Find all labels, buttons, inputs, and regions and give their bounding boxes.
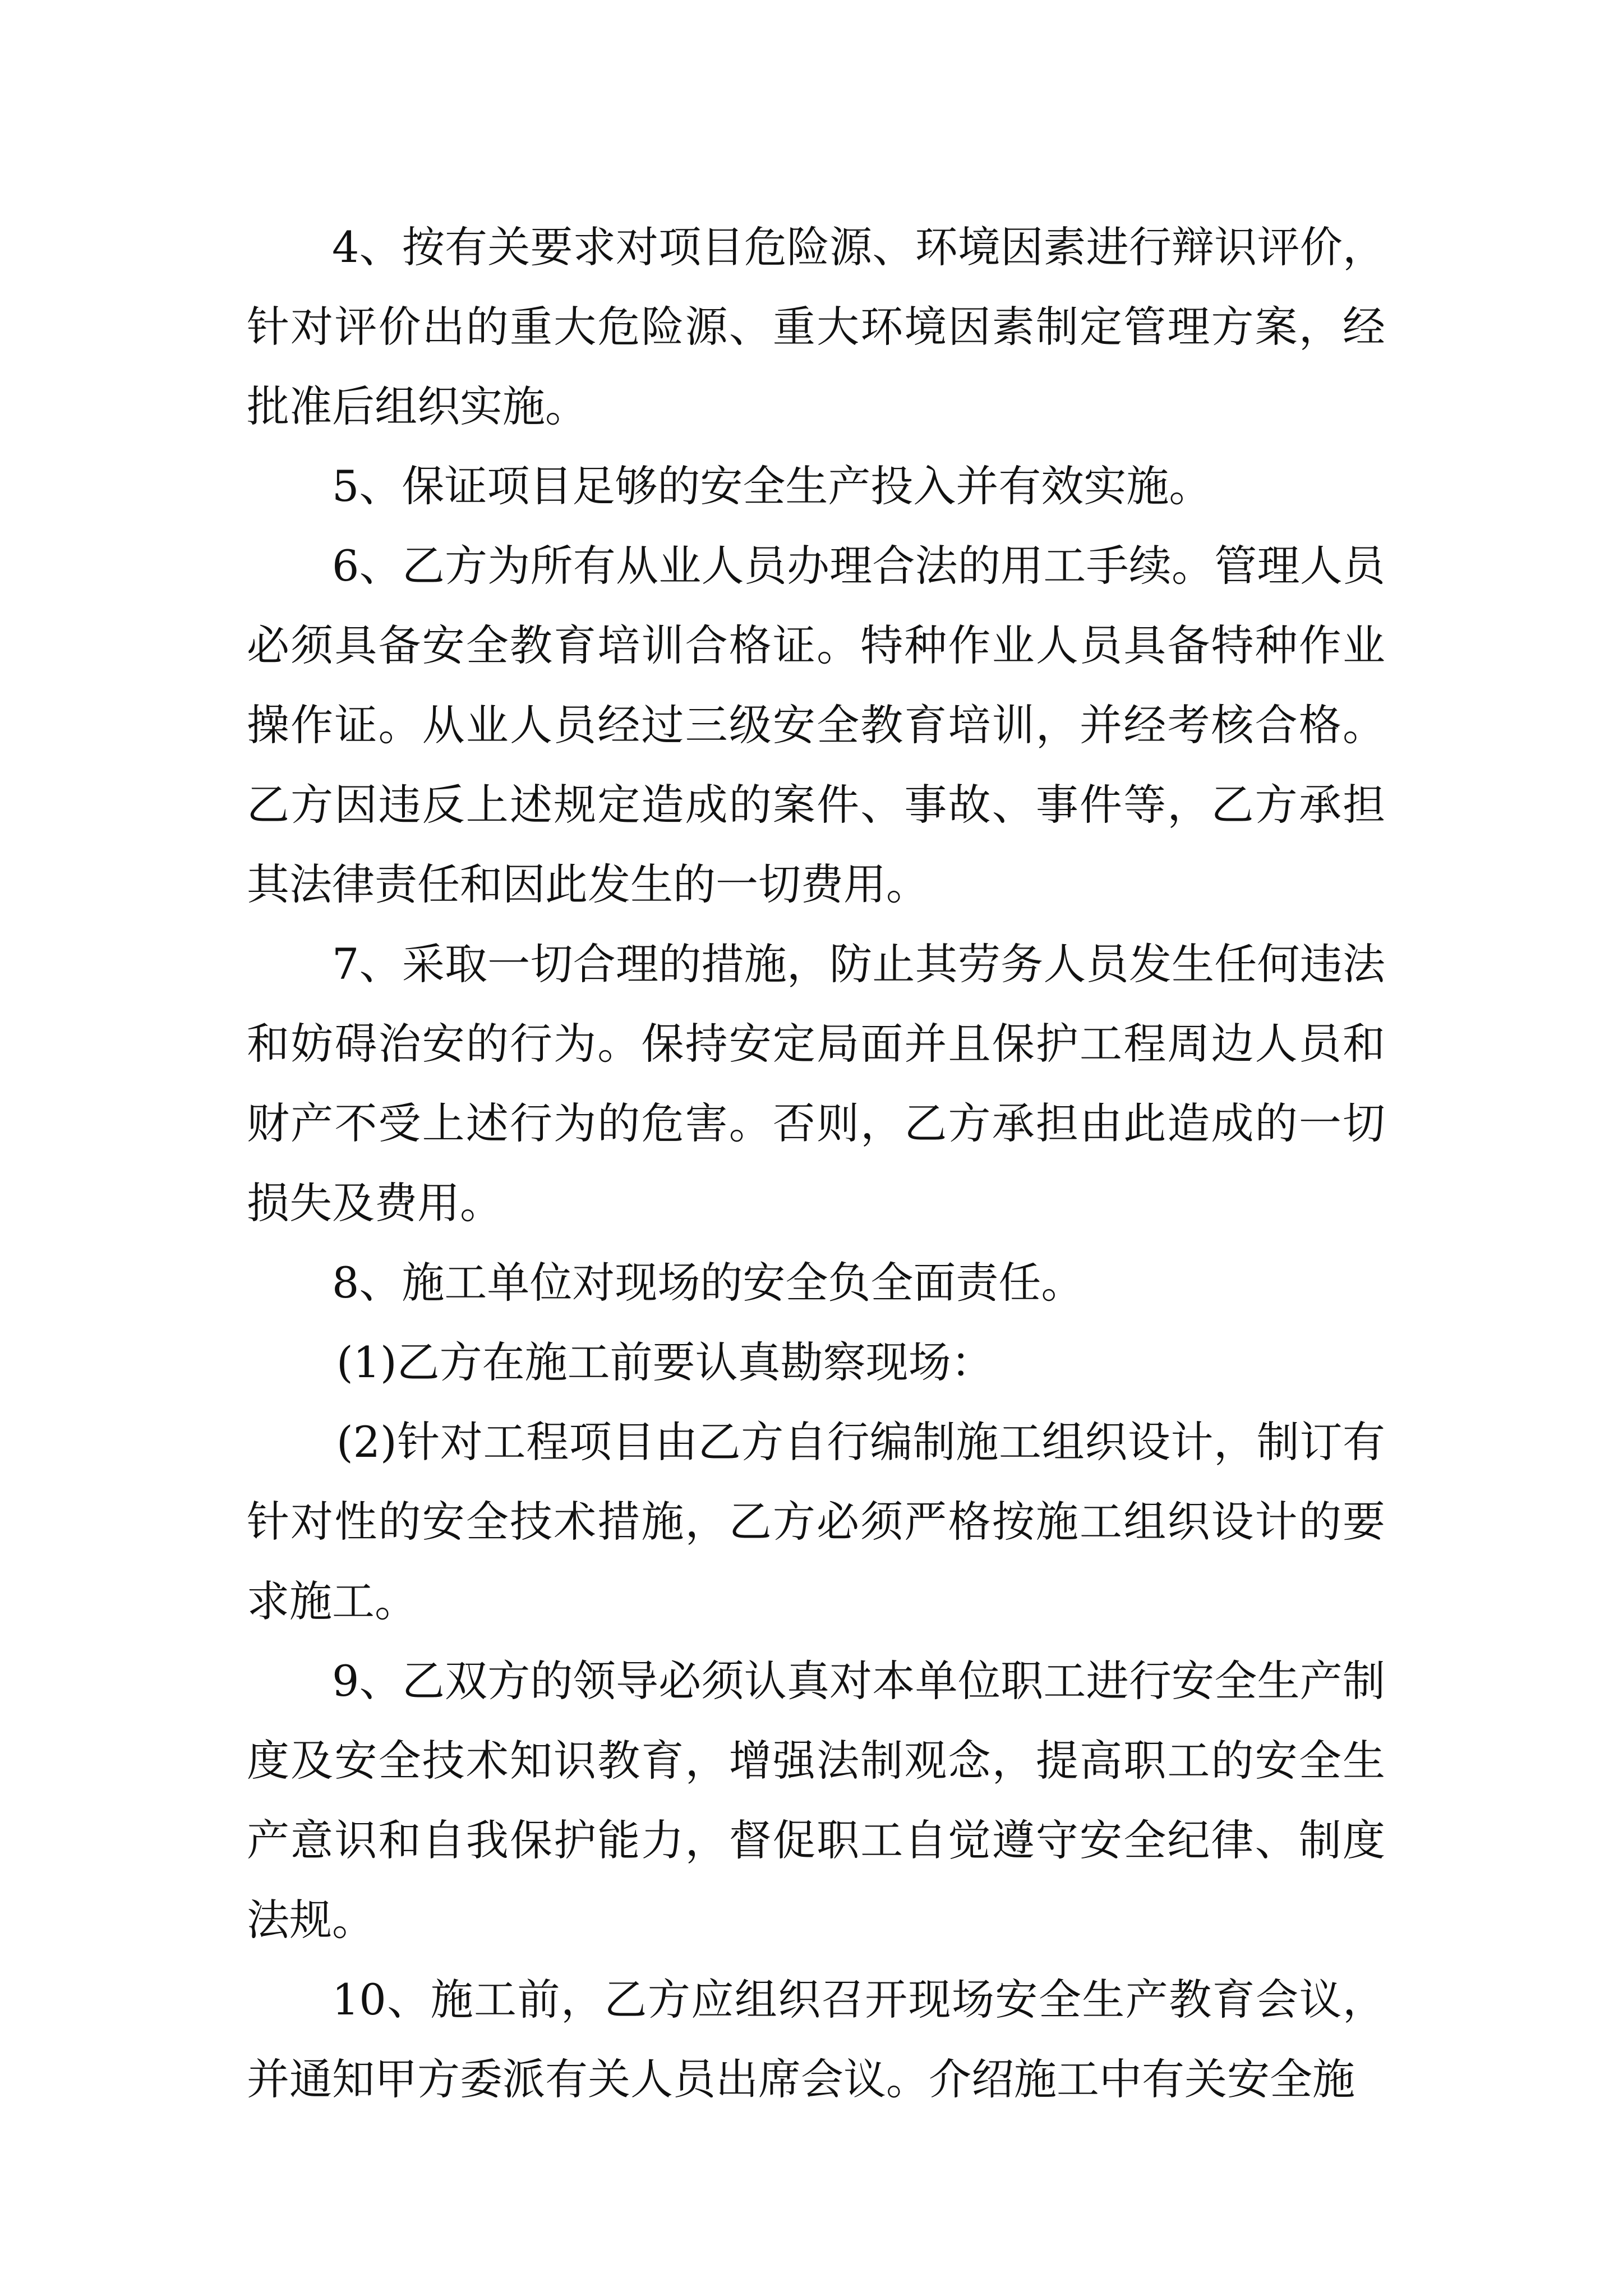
document-body xyxy=(247,208,1385,2119)
paragraph-item-4: 4、按有关要求对项目危险源、环境因素进行辩识评价，针对评价出的重大危险源、重大环境因素制定管理方案，经批准后组织实施。 xyxy=(247,222,1385,431)
paragraph-item-10: 10、施工前，乙方应组织召开现场安全生产教育会议，并通知甲方委派有关人员出席会议。介绍施工中有关安全施 xyxy=(247,1975,1385,2104)
paragraph-subitem-2: (2)针对工程项目由乙方自行编制施工组织设计，制订有针对性的安全技术措施，乙方必须严格按施工组织设计的要求施工。 xyxy=(247,1417,1385,1626)
paragraph-item-7: 7、采取一切合理的措施，防止其劳务人员发生任何违法和妨碍治安的行为。保持安定局面并且保护工程周边人员和财产不受上述行为的危害。否则，乙方承担由此造成的一切损失及费用。 xyxy=(247,939,1385,1228)
paragraph-item-5: 5、保证项目足够的安全生产投入并有效实施。 xyxy=(332,461,1212,511)
paragraph-item-9: 9、乙双方的领导必须认真对本单位职工进行安全生产制度及安全技术知识教育，增强法制观念，提高职工的安全生产意识和自我保护能力，督促职工自觉遵守安全纪律、制度法规。 xyxy=(247,1656,1385,1945)
paragraph-item-6: 6、乙方为所有从业人员办理合法的用工手续。管理人员必须具备安全教育培训合格证。特种作业人员具备特种作业操作证。从业人员经过三级安全教育培训，并经考核合格。乙方因违反上述规定造成的案件、事故、事件等，乙方承担其法律责任和因此发生的一切费用。 xyxy=(247,541,1385,909)
paragraph-item-8: 8、施工单位对现场的安全负全面责任。 xyxy=(332,1258,1084,1308)
paragraph-subitem-1: (1)乙方在施工前要认真勘察现场： xyxy=(336,1337,994,1387)
